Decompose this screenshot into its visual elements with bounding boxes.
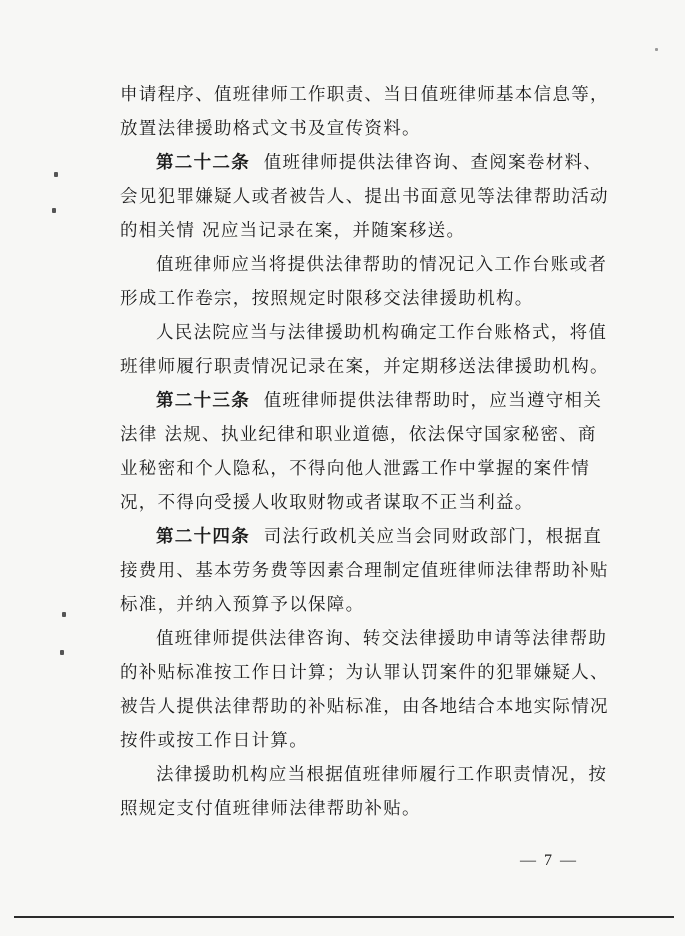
text-line: 业秘密和个人隐私，不得向他人泄露工作中掌握的案件情 (120, 459, 590, 479)
text-line: 被告人提供法律帮助的补贴标准，由各地结合本地实际情况 (120, 697, 609, 717)
text-line: 申请程序、值班律师工作职责、当日值班律师基本信息等， (120, 85, 609, 105)
text-line: 标准，并纳入预算予以保障。 (120, 595, 365, 615)
bottom-rule (14, 916, 674, 918)
text-line: 照规定支付值班律师法律帮助补贴。 (120, 799, 421, 819)
scan-speck (60, 650, 64, 655)
text-line: 班律师履行职责情况记录在案，并定期移送法律援助机构。 (120, 357, 609, 377)
text-line: 值班律师提供法律咨询、查阅案卷材料、 (263, 153, 603, 173)
text-line: 接费用、基本劳务费等因素合理制定值班律师法律帮助补贴 (120, 561, 609, 581)
text-line: 法律 法规、执业纪律和职业道德，依法保守国家秘密、商 (120, 425, 597, 445)
article-heading: 第二十三条 (156, 391, 250, 411)
text-line: 的补贴标准按工作日计算；为认罪认罚案件的犯罪嫌疑人、 (120, 663, 609, 683)
article-heading: 第二十四条 (156, 527, 250, 547)
scan-speck (655, 48, 658, 51)
article-24-first-line (156, 526, 602, 548)
text-line: 值班律师提供法律帮助时，应当遵守相关 (263, 391, 603, 411)
text-line: 按件或按工作日计算。 (120, 731, 308, 751)
text-line: 值班律师提供法律咨询、转交法律援助申请等法律帮助 (156, 629, 608, 649)
article-23-first-line (156, 390, 602, 412)
text-line: 的相关情 况应当记录在案，并随案移送。 (120, 221, 466, 241)
article-22-first-line (156, 152, 602, 174)
text-line: 人民法院应当与法律援助机构确定工作台账格式，将值 (156, 323, 608, 343)
text-line: 况，不得向受援人收取财物或者谋取不正当利益。 (120, 493, 534, 513)
text-line: 值班律师应当将提供法律帮助的情况记入工作台账或者 (156, 255, 608, 275)
text-line: 会见犯罪嫌疑人或者被告人、提出书面意见等法律帮助活动 (120, 187, 609, 207)
text-line: 司法行政机关应当会同财政部门，根据直 (263, 527, 603, 547)
text-line: 放置法律援助格式文书及宣传资料。 (120, 119, 421, 139)
scan-speck (62, 612, 66, 617)
article-heading: 第二十二条 (156, 153, 250, 173)
scan-speck (54, 172, 58, 177)
text-line: 法律援助机构应当根据值班律师履行工作职责情况，按 (156, 765, 608, 785)
text-line: 形成工作卷宗，按照规定时限移交法律援助机构。 (120, 289, 534, 309)
scan-speck (52, 208, 56, 213)
page-number: — 7 — (520, 852, 578, 869)
